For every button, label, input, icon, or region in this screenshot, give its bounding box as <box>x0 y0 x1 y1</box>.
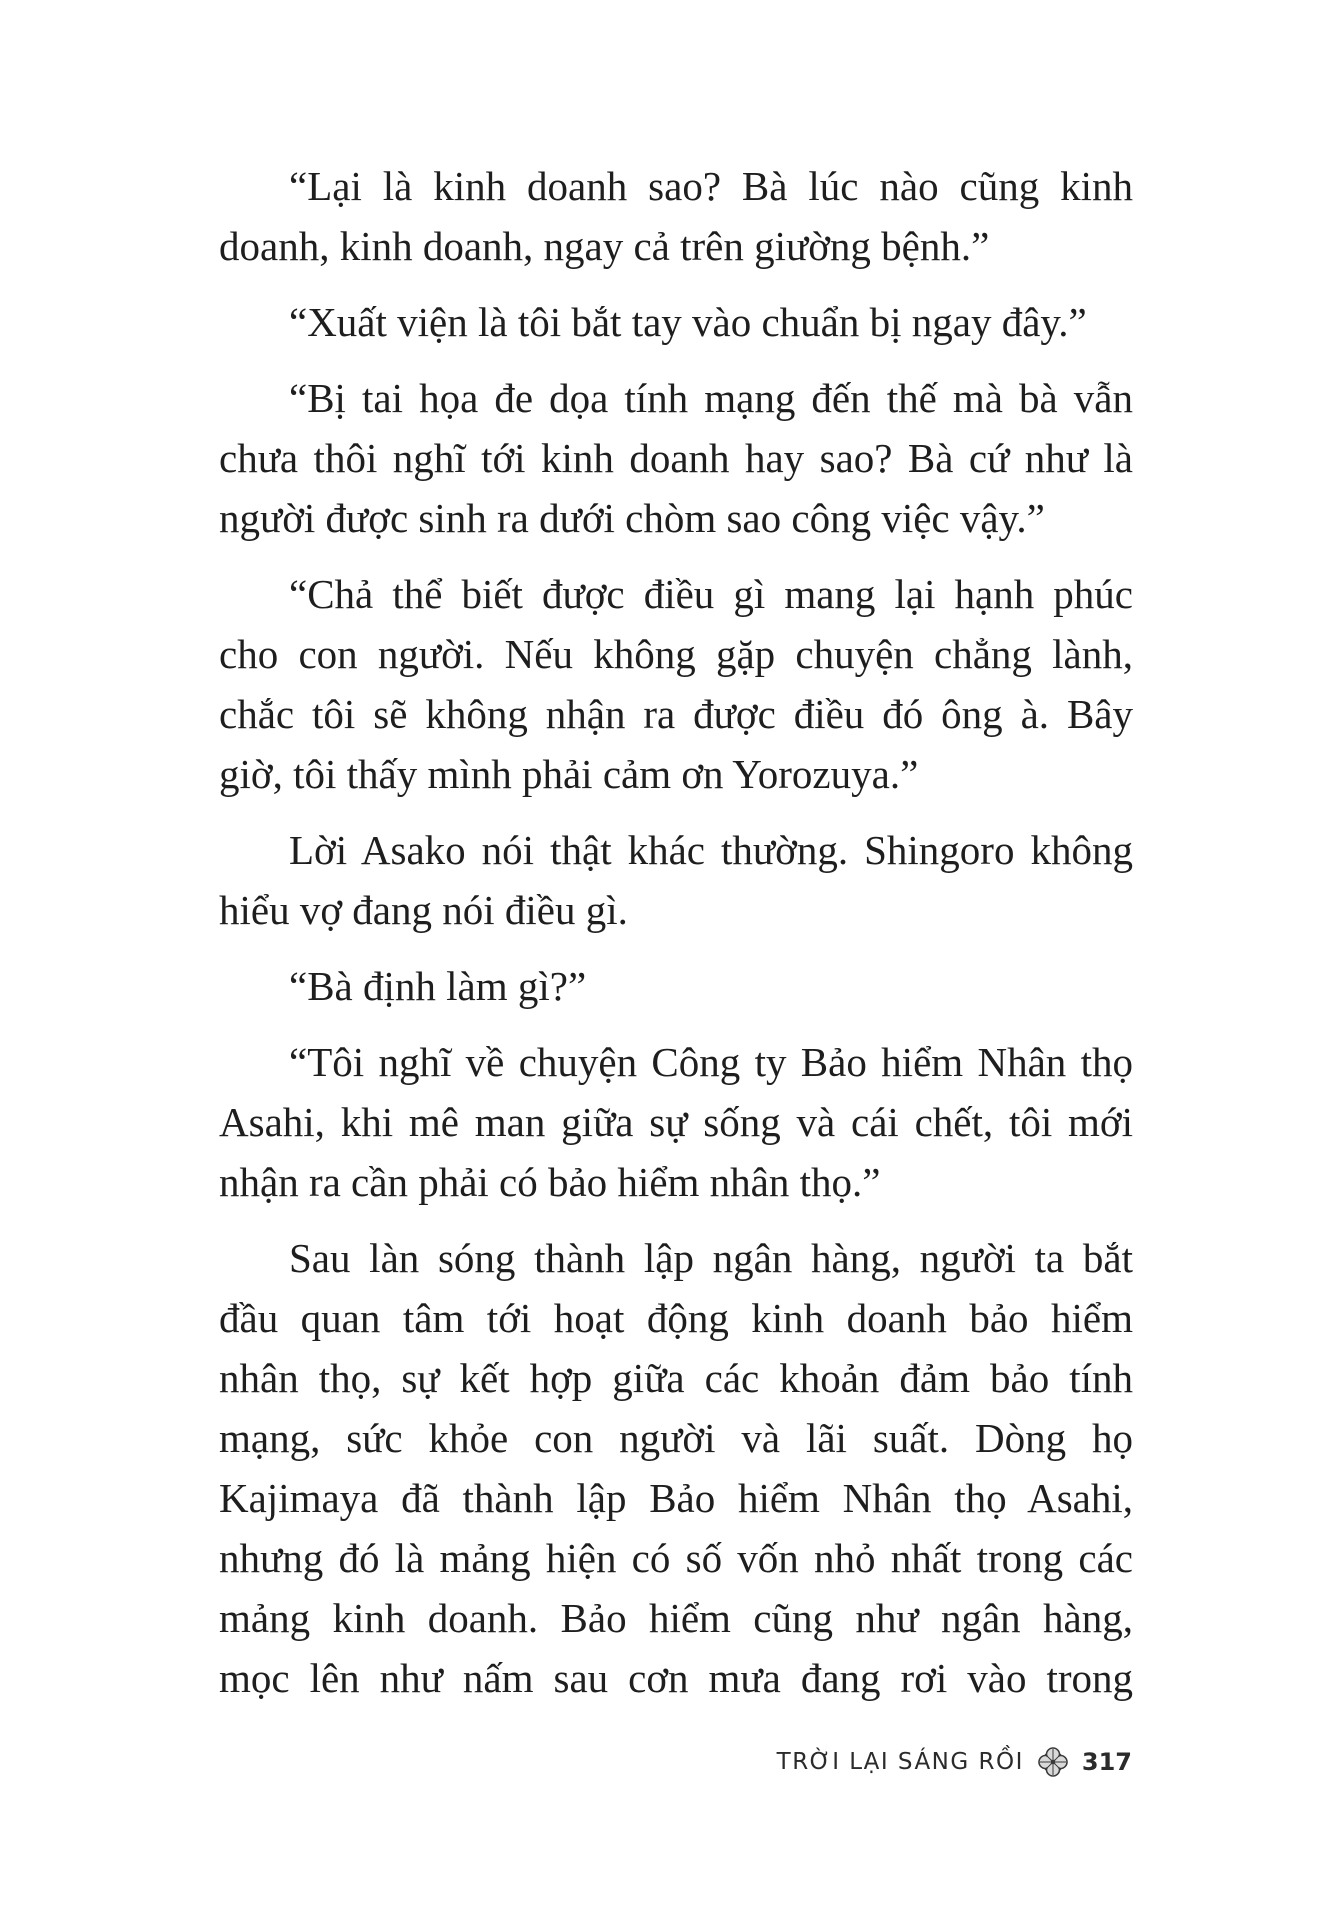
text-line: mạng, sức khỏe con người và lãi suất. Dòng họ <box>219 1415 1133 1461</box>
text-line: “Tôi nghĩ về chuyện Công ty Bảo hiểm Nhân thọ <box>289 1039 1133 1085</box>
text-line: Sau làn sóng thành lập ngân hàng, người ta bắt <box>289 1235 1133 1281</box>
paragraph <box>219 1032 1133 1212</box>
text-line: chưa thôi nghĩ tới kinh doanh hay sao? Bà cứ như là <box>219 435 1133 481</box>
clover-icon <box>1036 1745 1070 1779</box>
text-line: doanh, kinh doanh, ngay cả trên giường bệnh.” <box>219 223 990 269</box>
text-line: nhận ra cần phải có bảo hiểm nhân thọ.” <box>219 1159 881 1205</box>
paragraph <box>219 956 1133 1016</box>
text-line: “Chả thể biết được điều gì mang lại hạnh phúc <box>289 571 1133 617</box>
text-line: mảng kinh doanh. Bảo hiểm cũng như ngân hàng, <box>219 1595 1133 1641</box>
text-line: giờ, tôi thấy mình phải cảm ơn Yorozuya.” <box>219 751 919 797</box>
text-line: nhưng đó là mảng hiện có số vốn nhỏ nhất trong các <box>219 1535 1133 1581</box>
text-line: nhân thọ, sự kết hợp giữa các khoản đảm bảo tính <box>219 1355 1133 1401</box>
text-line: cho con người. Nếu không gặp chuyện chẳng lành, <box>219 631 1133 677</box>
text-line: Lời Asako nói thật khác thường. Shingoro không <box>289 827 1133 873</box>
text-line: mọc lên như nấm sau cơn mưa đang rơi vào trong <box>219 1655 1133 1701</box>
text-line: đầu quan tâm tới hoạt động kinh doanh bảo hiểm <box>219 1295 1133 1341</box>
paragraph <box>219 564 1133 804</box>
page-number: 317 <box>1081 1748 1132 1776</box>
paragraph <box>219 368 1133 548</box>
text-line: “Bà định làm gì?” <box>289 963 587 1009</box>
paragraph <box>219 156 1133 276</box>
paragraph <box>219 1228 1133 1708</box>
text-line: hiểu vợ đang nói điều gì. <box>219 887 628 933</box>
paragraph <box>219 292 1133 352</box>
running-title: TRỜI LẠI SÁNG RỒI <box>776 1749 1024 1775</box>
body-text <box>219 156 1133 1708</box>
text-line: “Lại là kinh doanh sao? Bà lúc nào cũng kinh <box>289 163 1133 209</box>
text-line: “Xuất viện là tôi bắt tay vào chuẩn bị ngay đây.” <box>289 299 1087 345</box>
paragraph <box>219 820 1133 940</box>
text-line: Kajimaya đã thành lập Bảo hiểm Nhân thọ Asahi, <box>219 1475 1133 1521</box>
text-line: “Bị tai họa đe dọa tính mạng đến thế mà bà vẫn <box>289 375 1133 421</box>
text-line: Asahi, khi mê man giữa sự sống và cái chết, tôi mới <box>219 1099 1133 1145</box>
text-line: chắc tôi sẽ không nhận ra được điều đó ông à. Bây <box>219 691 1133 737</box>
text-line: người được sinh ra dưới chòm sao công việc vậy.” <box>219 495 1045 541</box>
page-footer <box>777 1742 1132 1782</box>
